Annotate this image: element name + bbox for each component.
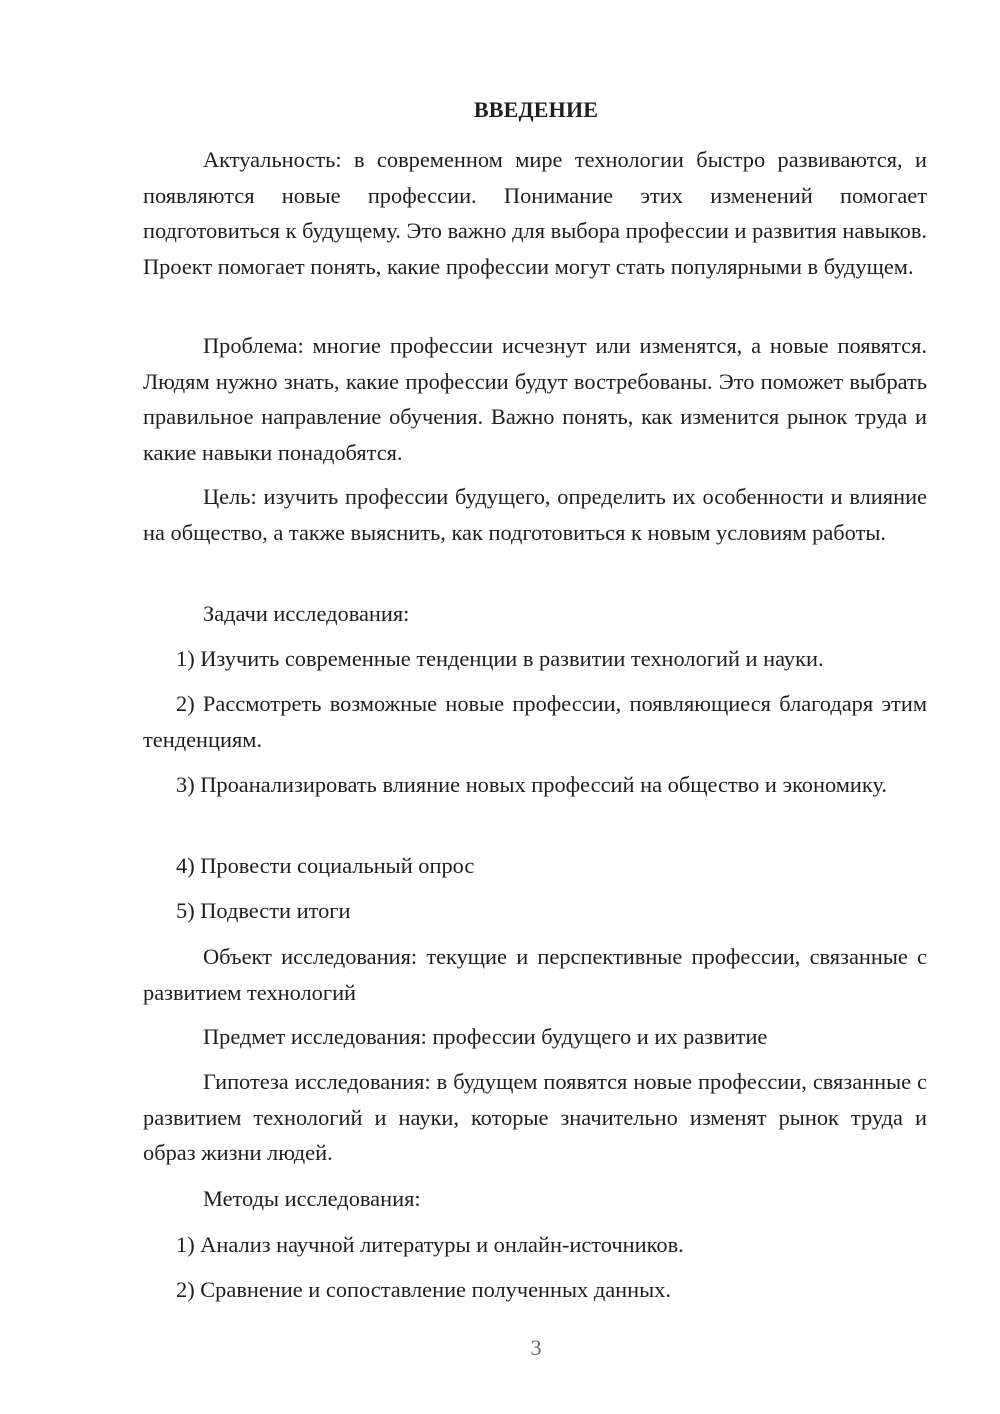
paragraph-hypothesis: Гипотеза исследования: в будущем появятся новые профессии, связанные с развитием технологий и науки, которые значительно изменят рынок труда и образ жизни людей. xyxy=(143,1069,927,1165)
method-item-1: 1) Анализ научной литературы и онлайн-источников. xyxy=(176,1232,684,1257)
task-item-1: 1) Изучить современные тенденции в развитии технологий и науки. xyxy=(176,646,824,671)
methods-title: Методы исследования: xyxy=(203,1186,421,1211)
paragraph-relevance: Актуальность: в современном мире технологии быстро развиваются, и появляются новые профессии. Понимание этих изменений помогает подготовиться к будущему. Это важно для выбора профессии и развития навыков. Проект помогает понять, какие профессии могут стать популярными в будущем. xyxy=(143,147,927,279)
tasks-title: Задачи исследования: xyxy=(203,601,410,626)
task-item-3: 3) Проанализировать влияние новых профессий на общество и экономику. xyxy=(176,772,888,797)
task-item-5: 5) Подвести итоги xyxy=(176,898,351,923)
page-number: 3 xyxy=(530,1335,542,1360)
paragraph-object: Объект исследования: текущие и перспективные профессии, связанные с развитием технологий xyxy=(143,944,927,1005)
task-item-2: 2) Рассмотреть возможные новые профессии, появляющиеся благодаря этим тенденциям. xyxy=(143,691,927,752)
paragraph-subject: Предмет исследования: профессии будущего и их развитие xyxy=(203,1024,768,1049)
paragraph-problem: Проблема: многие профессии исчезнут или изменятся, а новые появятся. Людям нужно знать, какие профессии будут востребованы. Это поможет выбрать правильное направление обучения. Важно понять, как изменится рынок труда и какие навыки понадобятся. xyxy=(143,333,927,465)
method-item-2: 2) Сравнение и сопоставление полученных данных. xyxy=(176,1277,671,1302)
section-heading: ВВЕДЕНИЕ xyxy=(473,97,599,122)
task-item-4: 4) Провести социальный опрос xyxy=(176,853,475,878)
paragraph-goal: Цель: изучить профессии будущего, определить их особенности и влияние на общество, а также выяснить, как подготовиться к новым условиям работы. xyxy=(143,484,927,545)
